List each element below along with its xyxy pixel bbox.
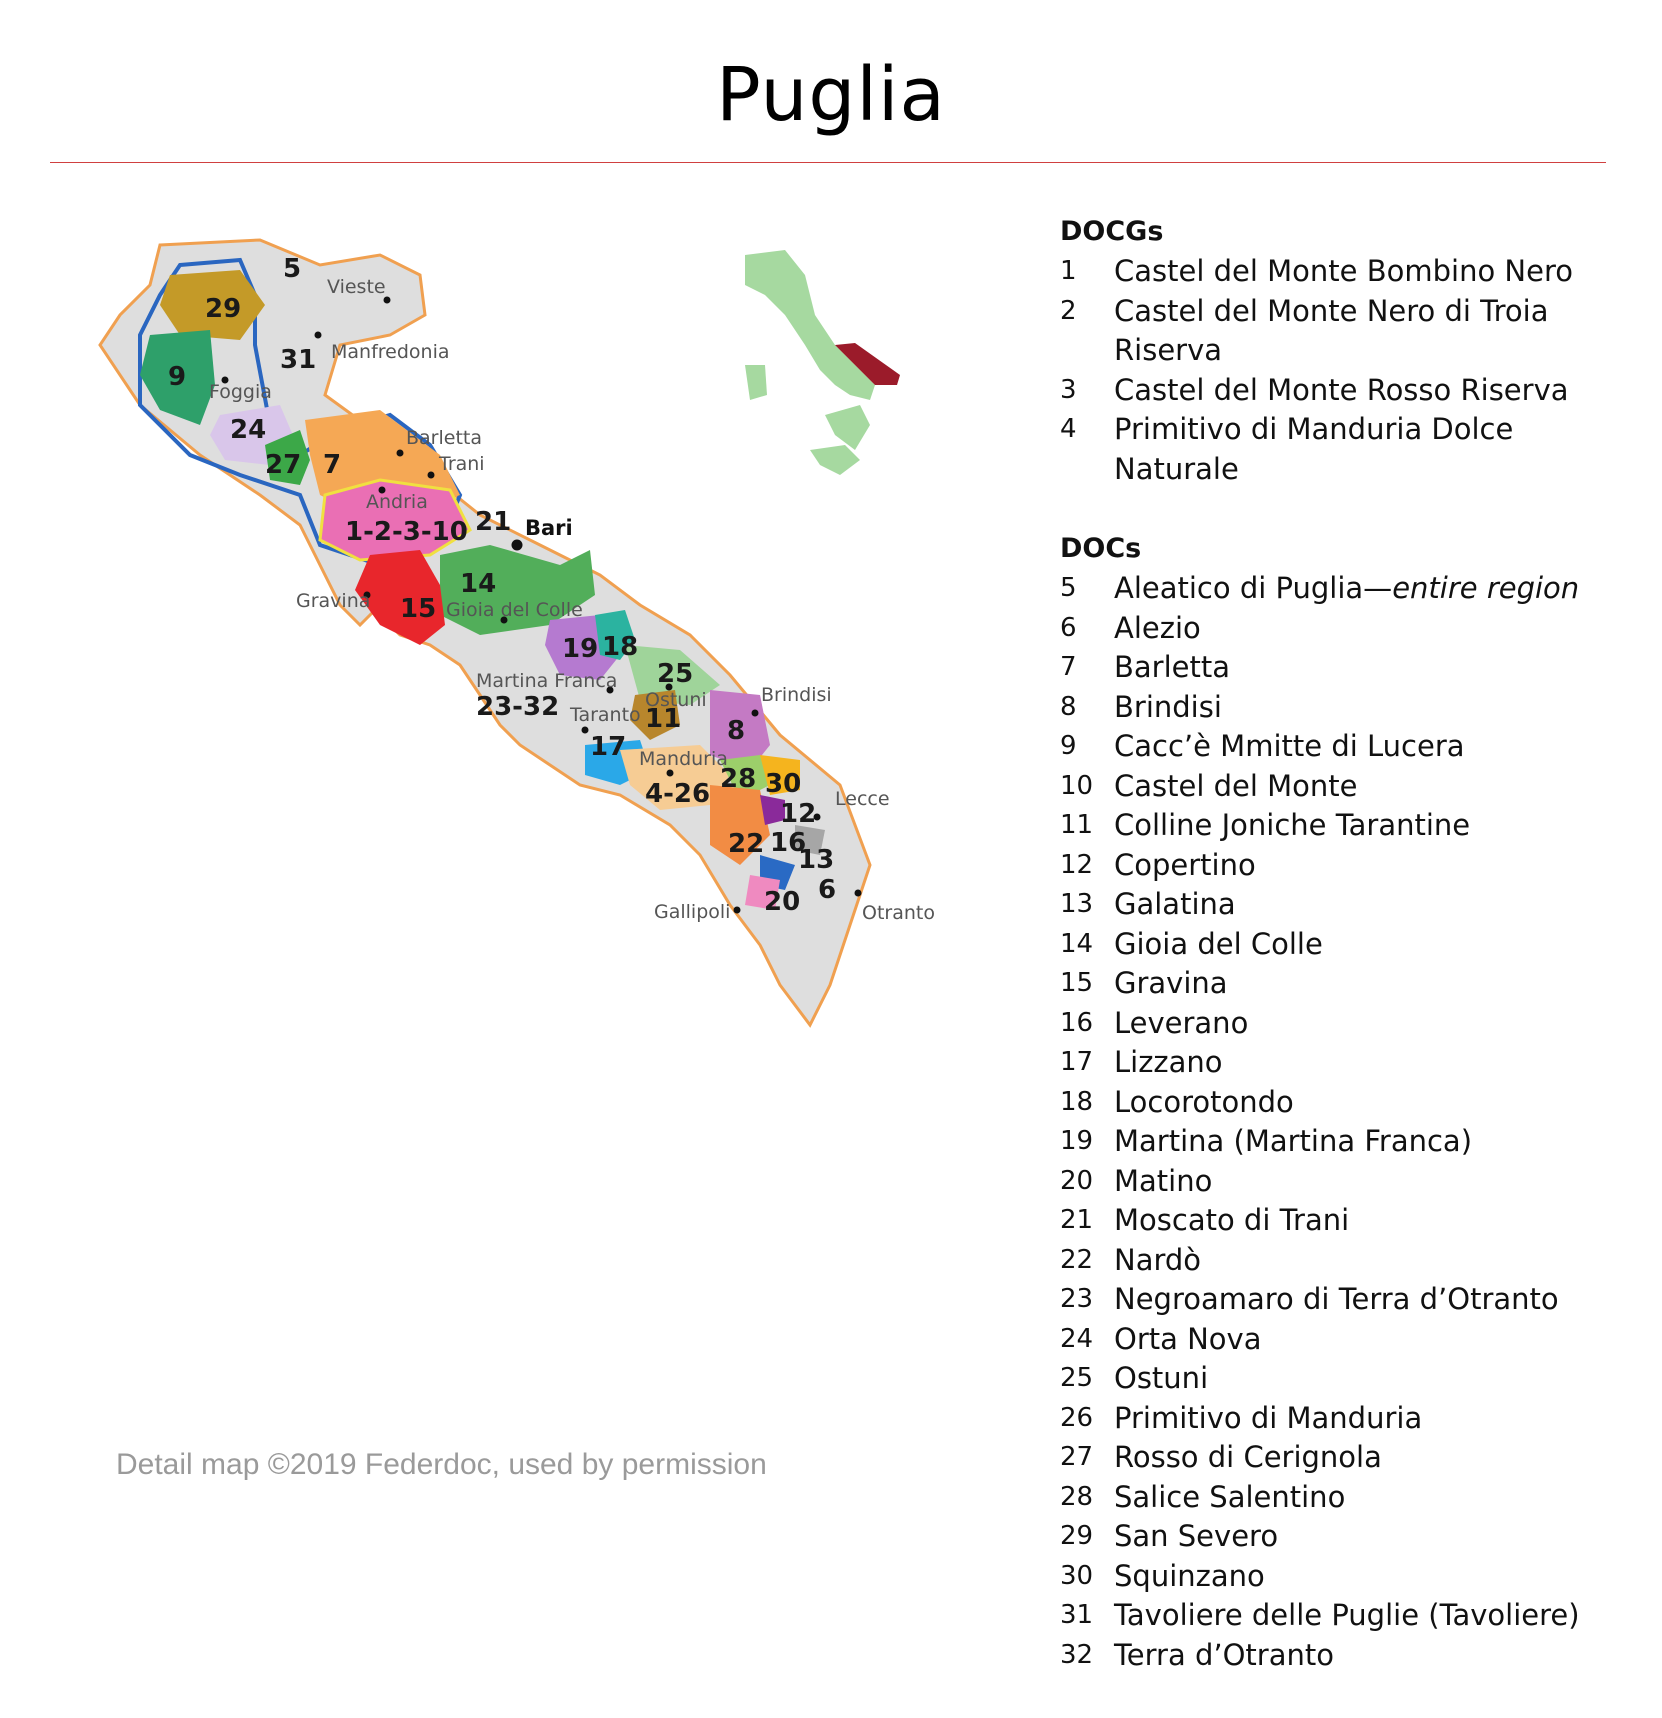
zone-label-27: 27: [265, 450, 302, 480]
city-label-trani: Trani: [439, 453, 485, 475]
zone-label-16: 16: [770, 828, 807, 858]
doc-item: 24 Orta Nova: [1060, 1321, 1262, 1356]
zone-label-12: 12: [780, 799, 817, 829]
legend: [1060, 212, 1650, 1675]
zone-label-1-2-3-10: 1-2-3-10: [345, 517, 468, 547]
zone-label-24: 24: [230, 415, 267, 445]
puglia-map: [80, 225, 1040, 1105]
doc-item: 17 Lizzano: [1060, 1045, 1223, 1079]
docg-item: 2 Castel del Monte Nero di Troia: [1060, 293, 1549, 328]
doc-item: 30 Squinzano: [1060, 1558, 1265, 1593]
doc-list: [1060, 609, 1650, 1676]
doc-item: 25 Ostuni: [1060, 1361, 1209, 1395]
zone-label-5: 5: [283, 254, 302, 284]
doc-item: 13 Galatina: [1060, 887, 1236, 921]
docg-item: 3 Castel del Monte Rosso Riserva: [1060, 372, 1569, 407]
map-credit: Detail map ©2019 Federdoc, used by permission: [116, 1448, 767, 1481]
doc-item: 11 Colline Joniche Tarantine: [1060, 808, 1471, 842]
docg-item: 1 Castel del Monte Bombino Nero: [1060, 254, 1573, 288]
zone-label-25: 25: [657, 659, 694, 689]
city-label-gravina: Gravina: [296, 590, 371, 612]
city-label-taranto: Taranto: [570, 704, 641, 726]
city-label-lecce: Lecce: [835, 788, 890, 810]
doc-item: 31 Tavoliere delle Puglie (Tavoliere): [1060, 1598, 1580, 1632]
doc-item: 12 Copertino: [1060, 847, 1256, 882]
doc-item: 19 Martina (Martina Franca): [1060, 1124, 1473, 1158]
doc-item: 23 Negroamaro di Terra d’Otranto: [1060, 1282, 1559, 1316]
docg-item-continuation: Naturale: [1114, 451, 1239, 486]
page-title: Puglia: [716, 52, 946, 138]
zone-label-8: 8: [727, 716, 746, 746]
zone-label-15: 15: [400, 594, 437, 624]
zone-label-13: 13: [798, 845, 835, 875]
zone-label-18: 18: [602, 632, 639, 662]
docg-item: 4 Primitivo di Manduria Dolce: [1060, 412, 1514, 446]
doc-item: 32 Terra d’Otranto: [1060, 1637, 1334, 1672]
title-divider: [50, 162, 1606, 163]
city-label-foggia: Foggia: [209, 381, 272, 403]
doc-item: 10 Castel del Monte: [1060, 768, 1358, 803]
doc-item: 21 Moscato di Trani: [1060, 1203, 1350, 1237]
doc-item: 18 Locorotondo: [1060, 1084, 1294, 1119]
doc-item: 15 Gravina: [1060, 966, 1228, 1000]
zone-label-17: 17: [590, 732, 627, 762]
zone-label-30: 30: [765, 769, 802, 799]
zone-label-20: 20: [764, 887, 801, 917]
city-label-brindisi: Brindisi: [761, 684, 832, 706]
city-label-bari: Bari: [525, 516, 573, 540]
doc-item: 22 Nardò: [1060, 1242, 1202, 1277]
zone-label-29: 29: [205, 294, 242, 324]
city-label-gioia-del-colle: Gioia del Colle: [446, 599, 583, 621]
doc-item: 5 Aleatico di Puglia—entire region: [1060, 571, 1580, 605]
zone-label-19: 19: [562, 634, 599, 664]
doc-item: 20 Matino: [1060, 1163, 1213, 1198]
doc-item: 7 Barletta: [1060, 650, 1230, 684]
city-label-otranto: Otranto: [862, 902, 935, 924]
city-label-manfredonia: Manfredonia: [331, 341, 450, 363]
docg-item-continuation: Riserva: [1114, 333, 1223, 367]
docg-heading: DOCGs: [1060, 216, 1164, 247]
italy-inset-map: [745, 250, 900, 475]
city-label-ostuni: Ostuni: [645, 689, 707, 711]
zone-label-7: 7: [323, 450, 342, 480]
city-label-barletta: Barletta: [406, 427, 482, 449]
zone-label-22: 22: [728, 829, 765, 859]
doc-heading: DOCs: [1060, 533, 1142, 564]
zone-label-6: 6: [818, 875, 837, 905]
city-label-gallipoli: Gallipoli: [654, 901, 731, 923]
doc-item: 9 Cacc’è Mmitte di Lucera: [1060, 729, 1465, 763]
doc-item: 28 Salice Salentino: [1060, 1479, 1346, 1514]
doc-item: 29 San Severo: [1060, 1519, 1279, 1553]
doc-note: entire region: [1392, 571, 1580, 605]
city-label-andria: Andria: [366, 491, 428, 513]
doc-item: 26 Primitivo di Manduria: [1060, 1400, 1423, 1435]
doc-item: 6 Alezio: [1060, 610, 1201, 645]
doc-item: 8 Brindisi: [1060, 689, 1222, 724]
zone-label-21: 21: [475, 507, 512, 537]
city-label-vieste: Vieste: [327, 276, 386, 298]
zone-label-11: 11: [645, 704, 682, 734]
zone-label-23-32: 23-32: [476, 692, 560, 722]
doc-item: 14 Gioia del Colle: [1060, 926, 1323, 961]
city-label-manduria: Manduria: [639, 748, 728, 770]
zone-label-14: 14: [460, 569, 497, 599]
zone-label-28: 28: [720, 764, 757, 794]
zone-label-9: 9: [168, 362, 187, 392]
doc-item: 16 Leverano: [1060, 1005, 1249, 1040]
city-label-martina-franca: Martina Franca: [476, 670, 618, 692]
doc-item: 27 Rosso di Cerignola: [1060, 1440, 1382, 1474]
zone-label-4-26: 4-26: [645, 779, 711, 809]
zone-label-31: 31: [280, 345, 317, 375]
